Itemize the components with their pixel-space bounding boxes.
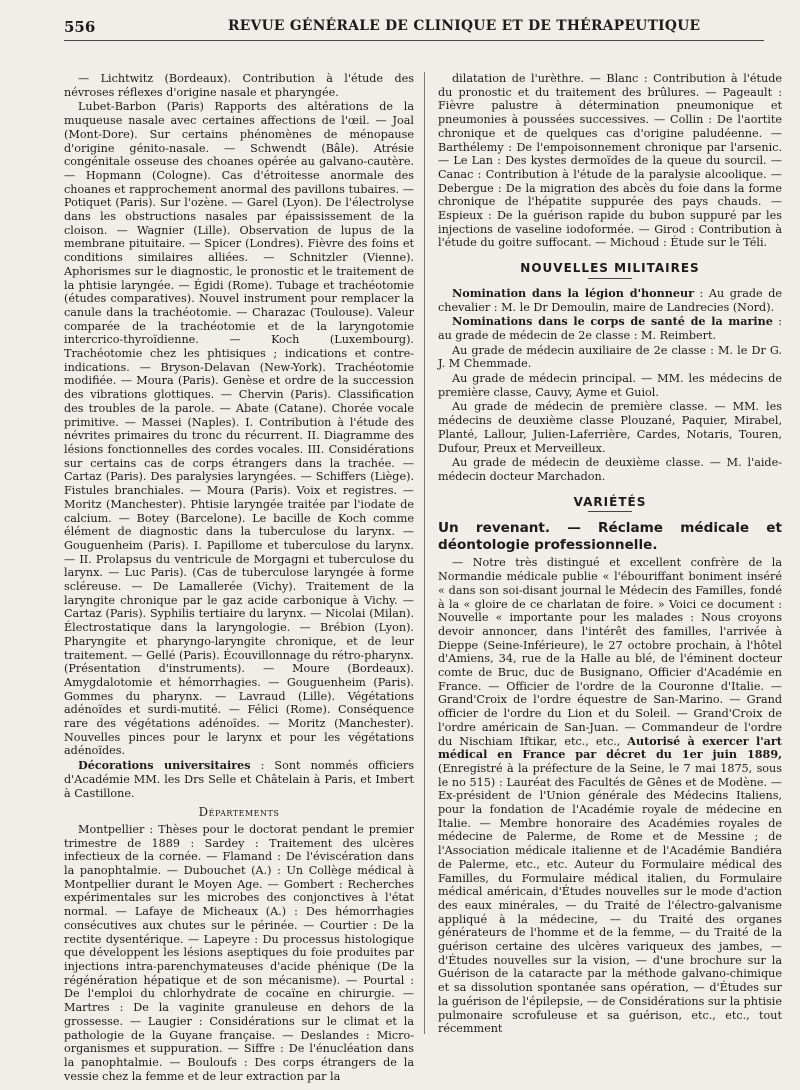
paragraph <box>438 556 782 1036</box>
heading-marine: Nominations dans le corps de santé de la marine <box>452 314 773 329</box>
section-ornament <box>438 511 782 512</box>
right-column <box>438 72 782 1072</box>
paragraph-text: — Notre très distingué et excellent confrère de la Normandie médicale publie « l'ébouriffant boniment inséré « dans son soi-disant journal le Médecin des Familles, fondé à la « gloire de ce charlatan de foire. » Voici ce document : Nouvelle « importante pour les malades : Nous croyons devoir annoncer, dans l'intérêt des familles, l'arrivée à Dieppe (Seine-Inférieure), le 27 octobre prochain, à l'hôtel d'Amiens, 34, rue de la Halle au blé, de l'éminent docteur comte de Bruc, duc de Busignano, Officier d'Académie en France. — Officier de l'ordre de la Couronne d'Italie. — Grand'Croix de l'ordre équestre de San-Marino. — Grand officier de l'ordre du Lion et du Soleil. — Grand'Croix de l'ordre américain de San-Juan. — Commandeur de l'ordre du Nischiam Iftikar, etc., etc., <box>438 556 782 748</box>
paragraph: Au grade de médecin principal. — MM. les médecins de première classe, Cauvy, Ayme et Guiol. <box>438 372 782 399</box>
paragraph-text: : Sont nommés officiers d'Académie MM. les Drs Selle et Châtelain à Paris, et Imbert à Castillone. <box>64 759 414 800</box>
paragraph: Montpellier : Thèses pour le doctorat pendant le premier trimestre de 1889 : Sardey : Traitement des ulcères infectieux de la cornée. — Flamand : De l'éviscération dans la panophtalmie. — Dubouchet (A.) : Un Collège médical à Montpellier durant le Moyen Age. — Gombert : Recherches expérimentales sur les microbes des conjonctives à l'état normal. — Lafaye de Micheaux (A.) : Des hémorrhagies consécutives aux chutes sur le périnée. — Courtier : De la rectite dysentérique. — Lapeyre : Du processus histologique que développent les lésions aseptiques du foie produites par injections intra-parenchymateuses d'acide phénique (De la régénération hépatique et de son mécanisme). — Pourtal : De l'emploi du chlorhydrate de cocaïne en chirurgie. — Martres : De la vaginite granuleuse en dehors de la grossesse. — Laugier : Considérations sur le climat et la pathologie de la Guyane française. — Deslandes : Micro-organismes et suppuration. — Siffre : De l'énucléation dans la panophtalmie. — Bouloufs : Des corps étrangers de la vessie chez la femme et de leur extraction par la <box>64 822 414 1083</box>
left-column <box>64 72 414 1083</box>
paragraph <box>64 759 414 800</box>
paragraph: — Lichtwitz (Bordeaux). Contribution à l'étude des névroses réflexes d'origine nasale et pharyngée. <box>64 72 414 99</box>
running-title: REVUE GÉNÉRALE DE CLINIQUE ET DE THÉRAPEUTIQUE <box>228 18 701 34</box>
section-title-varietes: VARIÉTÉS <box>573 494 647 509</box>
bold-phrase: Autorisé à exercer l'art médical en France par décret du 1er juin 1889, <box>438 733 782 762</box>
paragraph: Au grade de médecin auxiliaire de 2e classe : M. le Dr G. J. M Chemmade. <box>438 343 782 371</box>
paragraph <box>438 315 782 342</box>
section-title-militaires: NOUVELLES MILITAIRES <box>520 261 700 276</box>
paragraph <box>438 287 782 314</box>
paragraph: dilatation de l'urèthre. — Blanc : Contribution à l'étude du pronostic et du traitement des brûlures. — Pageault : Fièvre palustre à détermination pneumonique et pneumonies à poussées successives. — Collin : De l'aortite chronique et de quelques cas d'origine paludéenne. — Barthélemy : De l'empoisonnement chronique par l'arsenic. — Le Lan : Des kystes dermoïdes de la queue du sourcil. — Canac : Contribution à l'étude de la paralysie alcoolique. — Debergue : De la migration des abcès du foie dans la forme chronique de l'hépatite suppurée des pays chauds. — Espieux : De la guérison rapide du bubon suppuré par les injections de vaseline iodoformée. — Girod : Contribution à l'étude du goitre suffocant. — Michoud : Étude sur le Téli. <box>438 72 782 250</box>
page-header <box>64 14 764 41</box>
paragraph-text: : Au grade de chevalier : M. le Dr Demoulin, maire de Landrecies (Nord). <box>438 286 782 314</box>
paragraph-text: : au grade de médecin de 2e classe : M. Reimbert. <box>438 315 782 342</box>
paragraph-text: (Enregistré à la préfecture de la Seine, le 7 mai 1875, sous le no 515) : Lauréat des Facultés de Gênes et de Modène. — Ex-président de l'Union générale des Médecins Italiens, pour la fondation de l'Académie royale de médecine en Italie. — Membre honoraire des Académies royales de médecine de Palerme, de Rome et de Messine ; de l'Association médicale italienne et de l'Académie Bandiéra de Palerme, etc., etc. Auteur du Formulaire médical des Familles, du Formulaire médical italien, du Formulaire médical américain, d'Études nouvelles sur le mode d'action des eaux minérales, — du Traité de l'électro-galvanisme appliqué à la médecine, — du Traité des organes générateurs de l'homme et de la femme, — du Traité de la guérison certaine des ulcères variqueux des jambes, — d'Études nouvelles sur la vision, — d'une brochure sur la Guérison de la cataracte par la méthode galvano-chimique et sa dissolution spontanée sans opération, — d'Études sur la guérison de l'épilepsie, — de Considérations sur la phtisie pulmonaire scrofuleuse et sa guérison, etc., etc., tout récemment <box>438 761 782 1036</box>
paragraph: Lubet-Barbon (Paris) Rapports des altérations de la muqueuse nasale avec certaines affections de l'œil. — Joal (Mont-Dore). Sur certains phénomènes de ménopause d'origine génito-nasale. — Schwendt (Bâle). Atrésie congénitale osseuse des choanes opérée au galvano-cautère. — Hopmann (Cologne). Cas d'étroitesse anormale des choanes et rapprochement anormal des pavillons tubaires. — Potiquet (Paris). Sur l'ozène. — Garel (Lyon). De l'électrolyse dans les obstructions nasales par épaississement de la cloison. — Wagnier (Lille). Observation de lupus de la membrane pituitaire. — Spicer (Londres). Fièvre des foins et conditions similaires alliées. — Schnitzler (Vienne). Aphorismes sur le diagnostic, le pronostic et le traitement de la phtisie laryngée. — Égidi (Rome). Tubage et trachéotomie (études comparatives). Nouvel instrument pour remplacer la canule dans la trachéotomie. — Charazac (Toulouse). Valeur comparée de la trachéotomie et de la laryngotomie intercrico-thyroïdienne. — Koch (Luxembourg). Trachéotomie chez les phtisiques ; indications et contre-indications. — Bryson-Delavan (New-York). Trachéotomie modifiée. — Moura (Paris). Genèse et ordre de la succession des vibrations glottiques. — Chervin (Paris). Classification des troubles de la parole. — Abate (Catane). Chorée vocale primitive. — Massei (Naples). I. Contribution à l'étude des névrites primaires du tronc du récurrent. II. Diagramme des lésions fonctionnelles des cordes vocales. III. Considérations sur certains cas de corps étrangers dans la trachée. — Cartaz (Paris). Des paralysies laryngées. — Schiffers (Liège). Fistules branchiales. — Moura (Paris). Voix et registres. — Moritz (Manchester). Phtisie laryngée traitée par l'iodate de calcium. — Botey (Barcelone). Le bacille de Koch comme élément de diagnostic dans la tuberculose du larynx. — Gouguenheim (Paris). I. Papillome et tuberculose du larynx. — II. Prolapsus du ventricule de Morgagni et tuberculose du larynx. — Luc Paris). (Cas de tuberculose laryngée à forme scléreuse. — De Lamallerée (Vichy). Traitement de la laryngite chronique par le gaz acide carbonique à Vichy. — Cartaz (Paris). Syphilis tertiaire du larynx. — Nicolai (Milan). Électrostatique dans la laryngologie. — Brébion (Lyon). Pharyngite et pharyngo-laryngite chronique, et de leur traitement. — Gellé (Paris). Écouvillonnage du rétro-pharynx. (Présentation d'instruments). — Moure (Bordeaux). Amygdalotomie et hémorrhagies. — Gouguenheim (Paris). Gommes du pharynx. — Lavraud (Lille). Végétations adénoïdes et surdi-mutité. — Félici (Rome). Conséquence rare des végétations adénoïdes. — Moritz (Manchester). Nouvelles pinces pour le larynx et pour les végétations adénoïdes. <box>64 100 414 758</box>
article-title: Un revenant. — Réclame médicale et déontologie professionnelle. <box>438 520 782 554</box>
subheading-departements: Départements <box>198 805 280 820</box>
paragraph: Au grade de médecin de deuxième classe. — M. l'aide-médecin docteur Marchadon. <box>438 456 782 483</box>
paragraph: Au grade de médecin de première classe. — MM. les médecins de deuxième classe Plouzané, Paquier, Mirabel, Planté, Lallour, Julien-Laferrière, Cardes, Notaris, Touren, Dufour, Preux et Merveilleux. <box>438 400 782 455</box>
column-divider <box>424 72 425 1034</box>
page-number: 556 <box>64 18 96 36</box>
heading-decorations: Décorations universitaires <box>78 758 251 773</box>
section-ornament <box>438 278 782 279</box>
heading-legion: Nomination dans la légion d'honneur <box>452 285 695 300</box>
